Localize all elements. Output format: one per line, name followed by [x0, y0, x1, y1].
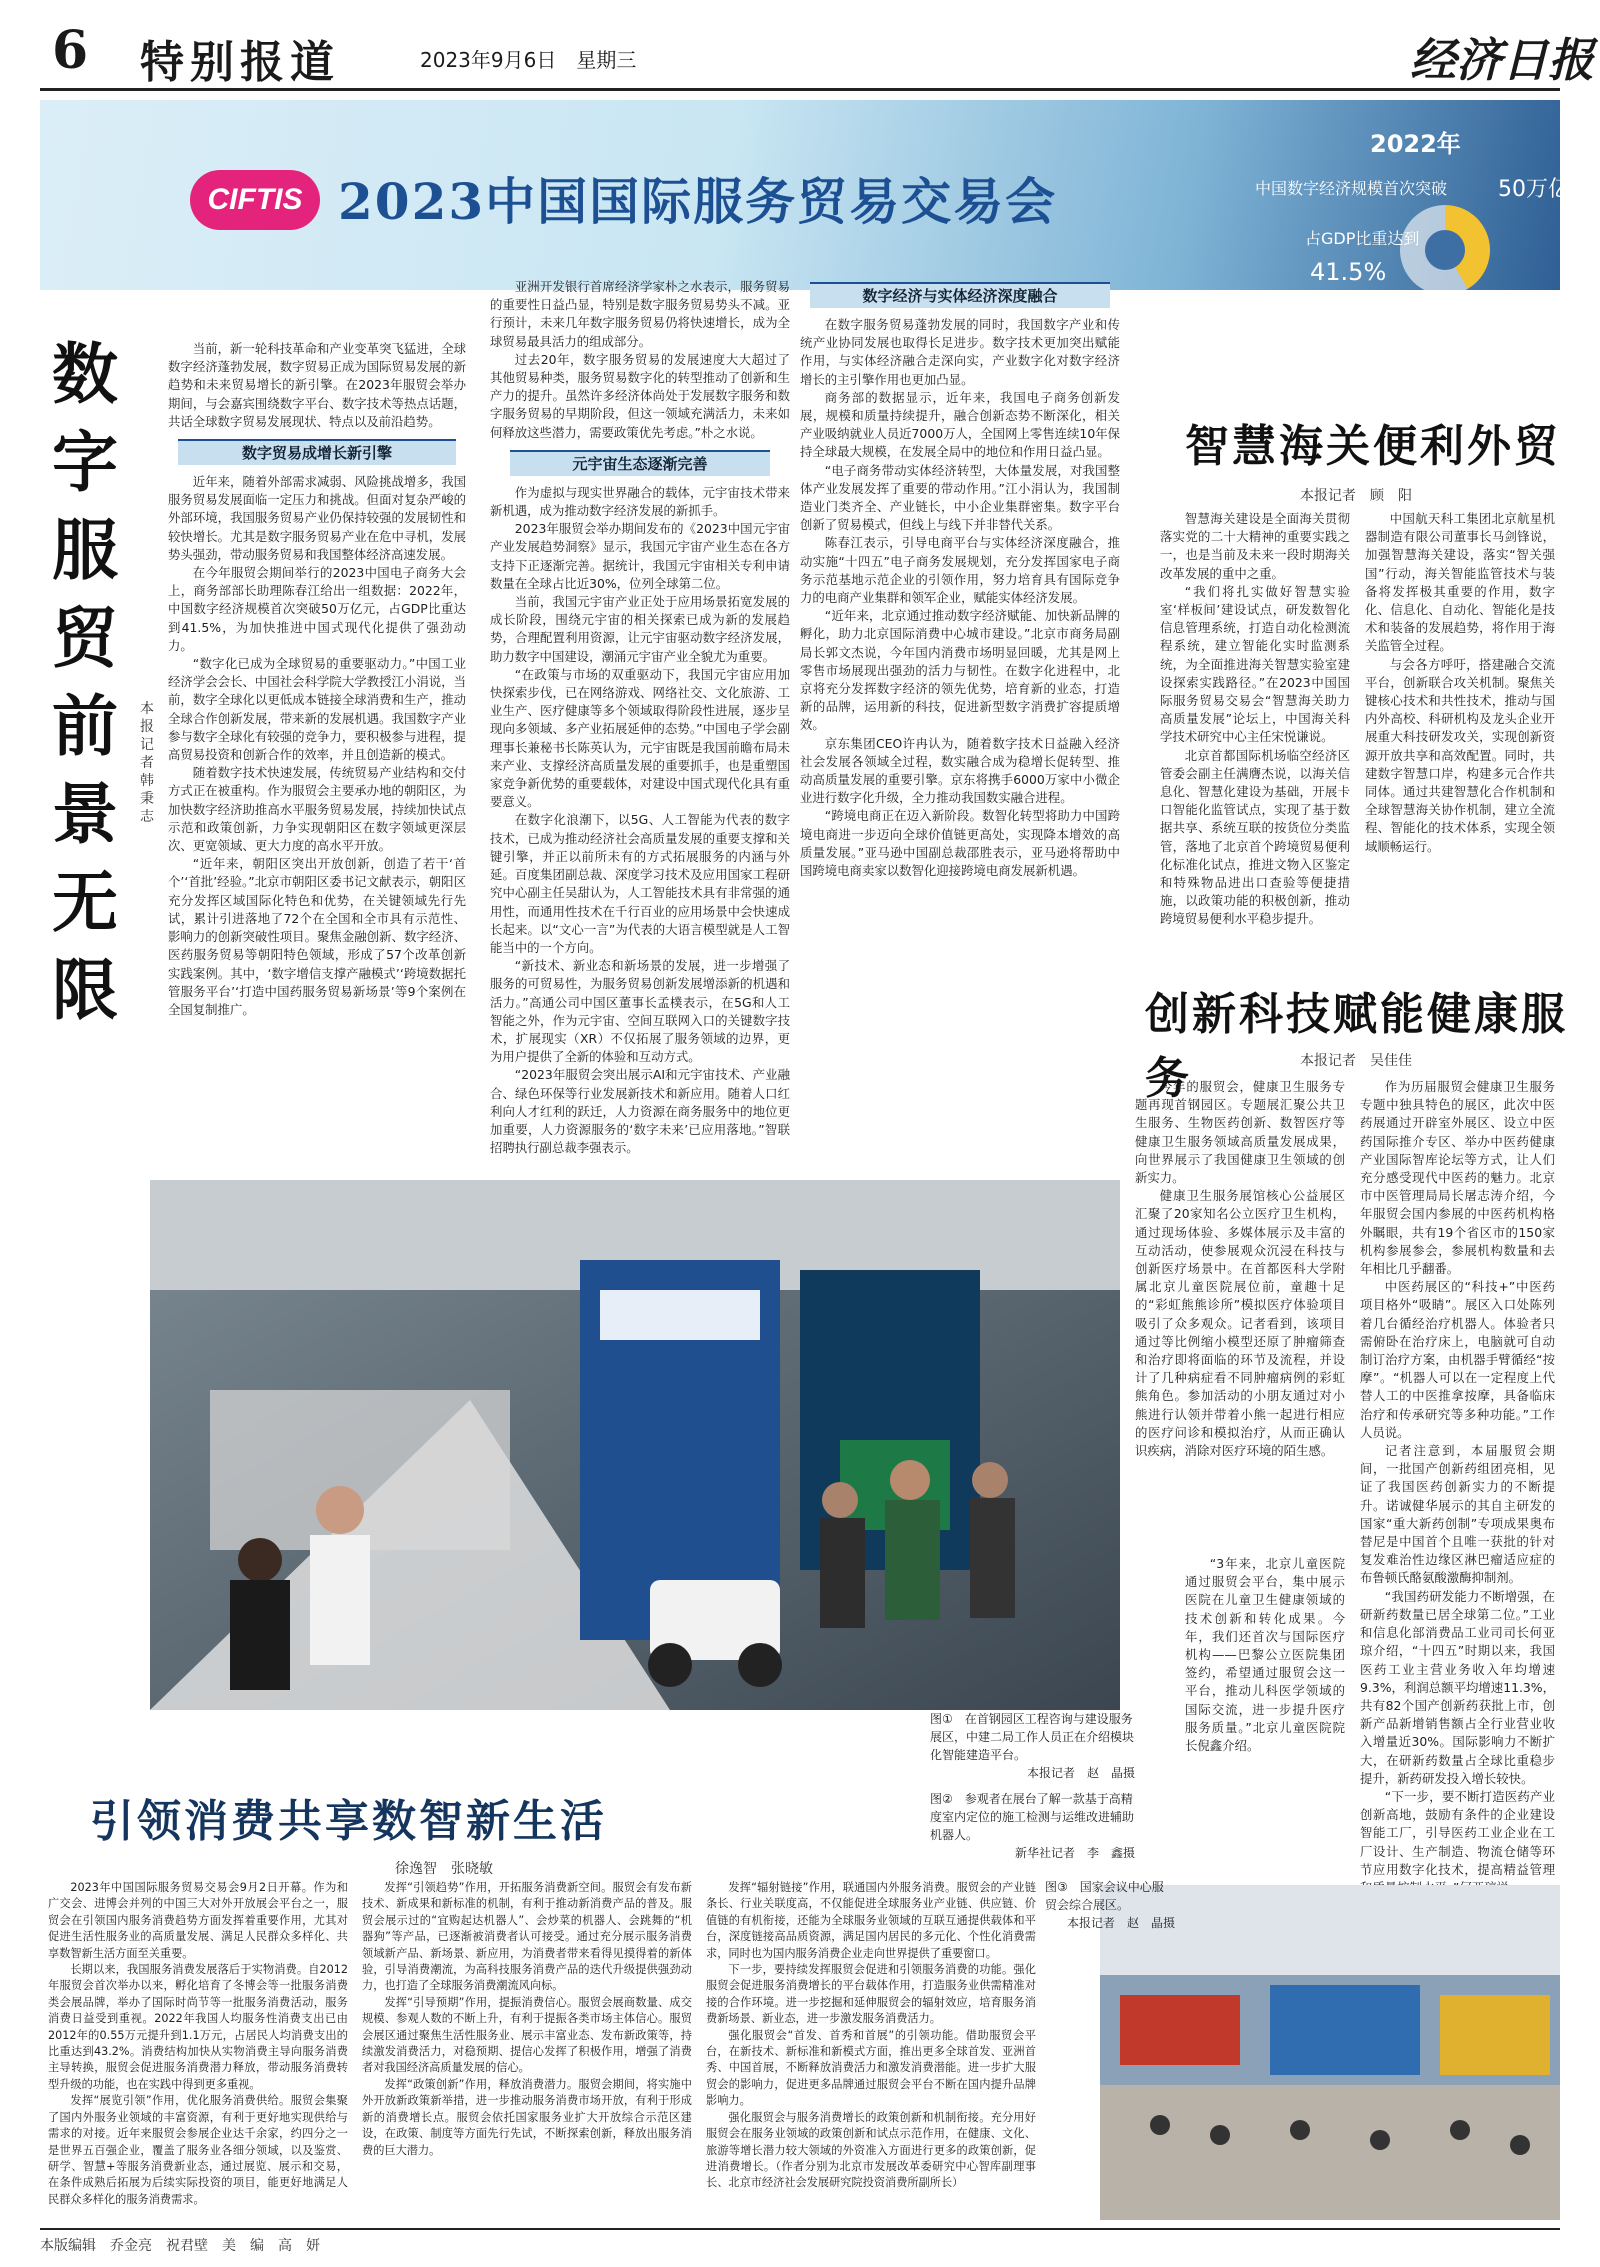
- article4-column-3: [706, 1880, 1036, 2215]
- article4-column-2: [362, 1880, 692, 2215]
- paragraph: 当前，我国元宇宙产业正处于应用场景拓宽发展的成长阶段，围绕元宇宙的相关探索已成为新的发展趋势，合理配置利用资源，让元宇宙驱动数字经济发展，助力数字中国建设，潮涌元宇宙产业全貌尤为重要。: [490, 594, 790, 664]
- paragraph: 作为历届服贸会健康卫生服务专题中独具特色的展区，此次中医药展通过开辟室外展区、设立中医药国际推介专区、举办中医药健康产业国际智库论坛等方式，让人们充分感受现代中医药的魅力。北京市中医管理局局长屠志涛介绍，今年服贸会国内参展的中医药机构格外瞩眼，共有19个省区市的150家机构参展参会，参展机构数量和去年相比几乎翻番。: [1360, 1079, 1555, 1277]
- paragraph: 下一步，要持续发挥服贸会促进和引领服务消费的功能。强化服贸会促进服务消费增长的平台载体作用，打造服务业供需精准对接的合作环境。进一步挖掘和延伸服贸会的辐射效应，培育服务消费新场景、新业态，进一步激发服务消费活力。: [706, 1963, 1036, 2026]
- article3-title: 创新科技赋能健康服务: [1145, 989, 1568, 1104]
- paragraph: “跨境电商正在迈入新阶段。数智化转型将助力中国跨境电商进一步迈向全球价值链更高处，实现降本增效的高质量发展。”亚马逊中国副总裁邵胜表示，亚马逊将帮助中国跨境电商卖家以数智化迎接跨境电商发展新机遇。: [800, 808, 1120, 879]
- photo-exhibition: [150, 1180, 1120, 1710]
- caption-text: 图① 在首钢园区工程咨询与建设服务展区，中建二局工作人员正在介绍模块化智能建造平台。: [930, 1712, 1135, 1762]
- paragraph: 发挥“政策创新”作用，释放消费潜力。服贸会期间，将实施中外开放新政策新举措，进一步推动服务消费市场开放，有利于形成新的消费增长点。服贸会依托国家服务业扩大开放综合示范区建设，在政策、制度等方面先行先试，不断探索创新，释放出服务消费的巨大潜力。: [362, 2077, 692, 2157]
- article1-title: 数字服贸前景无限: [52, 335, 118, 1029]
- article1-column-2: [490, 278, 790, 1156]
- paragraph: 今年的服贸会，健康卫生服务专题再现首钢园区。专题展汇聚公共卫生服务、生物医药创新、数智医疗等健康卫生服务领域高质量发展成果，向世界展示了我国健康卫生领域的创新实力。: [1135, 1079, 1345, 1186]
- caption-text: 图③ 国家会议中心服贸会综合展区。: [1045, 1880, 1164, 1912]
- header-rule: [40, 88, 1560, 91]
- article2-byline: 本报记者 顾 阳: [1300, 488, 1412, 504]
- newspaper-masthead: 经济日报: [1410, 33, 1594, 87]
- paragraph: 强化服贸会与服务消费增长的政策创新和机制衔接。充分用好服贸会在服务业领域的政策创新和试点示范作用，在健康、文化、旅游等增长潜力较大领域的外资准入方面进行更多的政策创新，促进消费增长。（作者分别为北京市发展改革委研究中心智库副理事长、北京市经济社会发展研究院投资消费所副所长）: [706, 2110, 1036, 2190]
- paragraph: 发挥“引导预期”作用，提振消费信心。服贸会展商数量、成交规模、参观人数的不断上升，有利于提振各类市场主体信心。服贸会展区通过聚焦生活性服务业、展示丰富业态、发布新政策等，持续激发消费活力，对稳预期、提信心发挥了积极作用，增强了消费者对我国经济高质量发展的信心。: [362, 1995, 692, 2075]
- section-title: 特别报道: [140, 37, 340, 88]
- paragraph: 长期以来，我国服务消费发展落后于实物消费。自2012年服贸会首次举办以来，孵化培育了冬博会等一批服务消费类会展品牌，举办了国际时尚节等一批服务消费活动，服务消费日益受到重视。2022年我国人均服务性消费支出已由2012年的0.55万元提升到1.1万元，占居民人均消费支出的比重达到43.2%。消费结构加快从实物消费主导向服务消费主导转换，服贸会促进服务消费潜力释放，带动服务消费转型升级的功能，也在实践中得到更多重视。: [48, 1963, 348, 2091]
- paragraph: 在今年服贸会期间举行的2023中国电子商务大会上，商务部部长助理陈春江给出一组数据：2022年，中国数字经济规模首次突破50万亿元，占GDP比重达到41.5%，为加快推进中国式现代化提供了强劲动力。: [168, 565, 466, 653]
- stat-value-1: 50万亿元: [1498, 177, 1592, 202]
- paragraph: “近年来，朝阳区突出开放创新，创造了若干‘首个’‘首批’经验。”北京市朝阳区委书记文献表示，朝阳区充分发挥区域国际化特色和优势，在关键领域先行先试，累计引进落地了72个在全国和全市具有示范性、影响力的创新突破性项目。聚焦金融创新、数字经济、医药服务贸易等朝阳特色领域，形成了57个改革创新实践案例。其中，‘数字增信支撑产融模式’‘跨境数据托管服务平台’‘打造中国药服务贸易新场景’等9个案例在全国复制推广。: [168, 856, 466, 1017]
- photo-caption-1: [930, 1710, 1135, 1782]
- paragraph: 作为虚拟与现实世界融合的载体，元宇宙技术带来新机遇，成为推动数字经济发展的新抓手。: [490, 484, 790, 519]
- article1-subhead-3: 数字经济与实体经济深度融合: [810, 282, 1110, 308]
- photo-convention-center: [1100, 1885, 1560, 2220]
- paragraph: 健康卫生服务展馆核心公益展区汇聚了20家知名公立医疗卫生机构，通过现场体验、多媒体展示及丰富的互动活动，使参展观众沉浸在科技与创新医疗场景中。在首都医科大学附属北京儿童医院展位前，童趣十足的“彩虹熊熊诊所”模拟医疗体验项目吸引了众多观众。记者看到，该项目通过等比例缩小模型还原了肿瘤筛查和治疗即将面临的环节及流程，并设计了几种病症看不同肿瘤病例的彩虹熊角色。参加活动的小朋友通过对小熊进行认领并带着小熊一起进行相应的医疗问诊和模拟治疗，从而正确认识疾病，消除对医疗环境的陌生感。: [1135, 1188, 1345, 1459]
- paragraph: 过去20年，数字服务贸易的发展速度大大超过了其他贸易种类，服务贸易数字化的转型推动了创新和生产力的提升。虽然许多经济体尚处于发展数字服务和数字服务贸易的早期阶段，但这一领域充满活力，未来如何释放这些潜力，需要政策优先考虑。”朴之水说。: [490, 351, 790, 440]
- paragraph: 发挥“辐射链接”作用，联通国内外服务消费。服贸会的产业链条长、行业关联度高，不仅能促进全球服务业产业链、供应链、价值链的有机衔接，还能为全球服务业领域的互联互通提供载体和平台，深度链接高品质资源，满足国内居民的多元化、个性化消费需求，同时也为国内服务消费企业走向世界提供了重要窗口。: [706, 1881, 1036, 1960]
- article3-byline: 本报记者 吴佳佳: [1300, 1053, 1412, 1069]
- article4-title: 引领消费共享数智新生活: [90, 1796, 607, 1847]
- article4-byline: 徐逸智 张晓敏: [395, 1861, 493, 1877]
- article1-byline: 本报记者 韩秉志: [140, 701, 168, 825]
- stat-label-1: 中国数字经济规模首次突破: [1255, 179, 1448, 198]
- paragraph: 2023年中国国际服务贸易交易会9月2日开幕。作为和广交会、进博会并列的中国三大对外开放展会平台之一，服贸会在引领国内服务消费趋势方面发挥着重要作用，尤其对促进生活性服务业的高质量发展、满足人民群众多样化、共享数智新生活方面至关重要。: [48, 1881, 348, 1960]
- paragraph: 随着数字技术快速发展，传统贸易产业结构和交付方式正在被重构。作为服贸会主要承办地的朝阳区，为加快数字经济助推高水平服务贸易发展，持续加快试点示范和政策创新，力争实现朝阳区在数字领域更深层次、更宽领域、更大力度的高水平开放。: [168, 765, 466, 854]
- ciftis-logo: CIFTIS: [190, 170, 320, 230]
- article1-subhead-1: 数字贸易成增长新引擎: [178, 439, 456, 465]
- footer-rule: [40, 2228, 1560, 2230]
- paragraph: 在数字化浪潮下，以5G、人工智能为代表的数字技术，已成为推动经济社会高质量发展的重要支撑和关键引擎，并正以前所未有的方式拓展服务的内涵与外延。百度集团副总裁、深度学习技术及应用国家工程研究中心副主任吴甜认为，人工智能技术具有非常强的通用性，而通用性技术在千行百业的应用场景中会快速成长起来。以“文心一言”为代表的大语言模型就是人工智能当中的一个方向。: [490, 812, 790, 955]
- paragraph: “我们将扎实做好智慧实验室‘样板间’建设试点，研发数智化信息管理系统，打造自动化检测流程系统，建立智能化实时监测系统，为全面推进海关智慧实验室建设探索实践路径。”在2023中国国际服务贸易交易会“智慧海关助力高质量发展”论坛上，中国海关科学技术研究中心主任宋悦谦说。: [1160, 583, 1350, 745]
- issue-date: 2023年9月6日 星期三: [420, 48, 637, 72]
- paragraph: 2023年服贸会举办期间发布的《2023中国元宇宙产业发展趋势洞察》显示，我国元宇宙产业生态在各方支持下正逐渐完善。据统计，我国元宇宙相关专利申请数量在全球占比近30%，位列全球第二位。: [490, 521, 790, 591]
- photo-credit: 新华社记者 李 鑫摄: [1014, 1846, 1135, 1860]
- paragraph: 亚洲开发银行首席经济学家朴之水表示，服务贸易的重要性日益凸显，特别是数字服务贸易势头不减。亚行预计，未来几年数字服务贸易仍将快速增长，成为全球贸易最具活力的组成部分。: [490, 279, 790, 349]
- article1-intro: 当前，新一轮科技革命和产业变革突飞猛进，全球数字经济蓬勃发展，数字贸易正成为国际贸易发展的新趋势和未来贸易增长的新引擎。在2023年服贸会举办期间，与会嘉宾围绕数字平台、数字技术等热点话题，共话全球数字贸易发展现状、特点以及前沿趋势。: [168, 341, 466, 429]
- paragraph: 强化服贸会“首发、首秀和首展”的引领功能。借助服贸会平台，在新技术、新标准和新模式方面，推出更多全球首发、亚洲首秀、中国首展，不断释放消费活力和激发消费潜能。进一步扩大服贸会的影响力，促进更多品牌通过服贸会平台不断在国内提升品牌影响力。: [706, 2028, 1036, 2108]
- stat-label-2: 占GDP比重达到: [1305, 229, 1420, 248]
- paragraph: 中国航天科工集团北京航星机器制造有限公司董事长马剑锋说，加强智慧海关建设，落实“智关强国”行动，海关智能监管技术与装备将发挥极其重要的作用，数字化、信息化、自动化、智能化是技术和装备的发展趋势，将作用于海关监管全过程。: [1365, 511, 1555, 654]
- article4-column-1: [48, 1880, 348, 2215]
- caption-text: 图② 参观者在展台了解一款基于高精度室内定位的施工检测与运维改进辅助机器人。: [930, 1792, 1135, 1842]
- paragraph: 发挥“引领趋势”作用，开拓服务消费新空间。服贸会有发布新技术、新成果和新标准的机制，有利于推动新消费产品的普及。服贸会展示过的“宜购起达机器人”、会炒菜的机器人、会跳舞的“机器狗”等产品，已逐渐被消费者认可接受。通过充分展示服务消费领域新产品、新场景、新应用，为消费者带来看得见摸得着的新体验，引导消费潮流，为高科技服务消费产品的迭代升级提供强劲动力，也打造了全球服务消费潮流风向标。: [362, 1881, 692, 1993]
- paragraph: 近年来，随着外部需求减弱、风险挑战增多，我国服务贸易发展面临一定压力和挑战。但面对复杂严峻的外部环境，我国服务贸易产业仍保持较强的发展韧性和较快增长。尤其是数字服务贸易产业在危中寻机，发展势头强劲，带动服务贸易和我国整体经济高速发展。: [168, 474, 466, 562]
- paragraph: 北京首都国际机场临空经济区管委会副主任满膺杰说，以海关信息化、智慧化建设为基础，开展卡口智能化监管试点，实现了基于数据共享、系统互联的按货位分类监管，落地了北京首个跨境贸易便利化标准化试点，推进文物入区鉴定和特殊物品进出口查验等便捷措施，以政策功能的积极创新，推动跨境贸易便利水平稳步提升。: [1160, 747, 1350, 927]
- paragraph: “数字化已成为全球贸易的重要驱动力。”中国工业经济学会会长、中国社会科学院大学教授江小涓说，当前，数字全球化以更低成本链接全球消费和生产，推动全球合作创新发展，带来新的发展机遇。我国数字产业参与数字全球化有较强的竞争力，要积极参与进程，提高贸易投资和创新合作的效率，并且创造新的模式。: [168, 656, 466, 763]
- page-number: 6: [52, 20, 89, 81]
- article3-column-2: [1360, 1078, 1555, 1878]
- editor-credits: 本版编辑 乔金亮 祝君壁 美 编 高 妍: [40, 2238, 320, 2254]
- photo-credit: 本报记者 赵 晶摄: [1066, 1916, 1175, 1930]
- article3-column-3: [1185, 1555, 1345, 1875]
- paragraph: 京东集团CEO许冉认为，随着数字技术日益融入经济社会发展各领域全过程，数实融合成为稳增长促转型、推动高质量发展的重要引擎。京东将携手6000万家中小微企业进行数字化升级，全力推动我国数实融合进程。: [800, 735, 1120, 806]
- donut-center: [1425, 230, 1465, 270]
- article1-subhead-2: 元宇宙生态逐渐完善: [510, 450, 770, 476]
- article2-column-1: [1160, 510, 1350, 925]
- article2-column-2: [1365, 510, 1555, 925]
- article3-column-1: [1135, 1078, 1345, 1548]
- paragraph: 智慧海关建设是全面海关贯彻落实党的二十大精神的重要实践之一，也是当前及未来一段时期海关改革发展的重中之重。: [1160, 511, 1350, 581]
- paragraph: 发挥“展览引领”作用，优化服务消费供给。服贸会集聚了国内外服务业领域的丰富资源，有利于更好地实现供给与需求的对接。近年来服贸会参展企业达千余家，约四分之一是世界五百强企业，覆盖了服务业各细分领域，以及鉴赏、研学、智慧+等服务消费新业态，通过展览、展示和交易，在条件成熟后拓展为后续实际投资的项目，能更好地满足人民群众多样化的服务消费需求。: [48, 2094, 348, 2206]
- photo-caption-3: [1045, 1878, 1175, 1932]
- paragraph: “电子商务带动实体经济转型，大体量发展，对我国整体产业发展发挥了重要的带动作用。”江小涓认为，我国制造业门类齐全、产业链长，中小企业集群密集。数字平台创新了贸易模式，但线上与线下并非替代关系。: [800, 462, 1120, 533]
- paragraph: 在数字服务贸易蓬勃发展的同时，我国数字产业和传统产业协同发展也取得长足进步。数字技术更加突出赋能作用，与实体经济融合走深向实，产业数字化对数字经济增长的主引擎作用也更加凸显。: [800, 317, 1120, 387]
- paragraph: “下一步，要不断打造医药产业创新高地，鼓励有条件的企业建设智能工厂，引导医药工业企业在工厂设计、生产制造、物流仓储等环节应用数字化技术，提高精益管理: [1360, 1788, 1555, 1877]
- stat-year: 2022年: [1370, 130, 1461, 158]
- paragraph: 记者注意到，本届服贸会期间，一批国产创新药组团亮相，见证了我国医药创新实力的不断提升。诺诚健华展示的其自主研发的国家“重大新药创制”专项成果奥布替尼是中国首个且唯一获批的针对复发难治性边缘区淋巴瘤适应症的布鲁顿氏酪氨酸激酶抑制剂。: [1360, 1443, 1555, 1586]
- photo-caption-2: [930, 1790, 1135, 1862]
- paragraph: 中医药展区的“科技+”中医药项目格外“吸睛”。展区入口处陈列着几台循经治疗机器人。体验者只需俯卧在治疗床上，电脑就可自动制订治疗方案，由机器手臂循经“按摩”。“机器人可以在一定程度上代替人工的中医推拿按摩，具备临床治疗和传承研究等多种功能。”工作人员说。: [1360, 1279, 1555, 1440]
- paragraph: “我国药研发能力不断增强，在研新药数量已居全球第二位。”工业和信息化部消费品工业司司长何亚琼介绍，“十四五”时期以来，我国医药工业主营业务收入年均增速9.3%，利润总额平均增速11.3%，共有82个国产创新药获批上市，创新产品新增销售额占全行业营业收入增量近30%。国际影响力不断扩大，在研新药数量占全球比重稳步提升，新药研发投入增长较快。: [1360, 1588, 1555, 1786]
- article2-title: 智慧海关便利外贸: [1185, 421, 1561, 472]
- photo-credit: 本报记者 赵 晶摄: [1026, 1766, 1135, 1780]
- paragraph: 商务部的数据显示，近年来，我国电子商务创新发展，规模和质量持续提升，融合创新态势不断深化，相关产业吸纳就业人员近7000万人，全国网上零售连续10年保持全球最大规模，在发展全局中的地位和作用日益凸显。: [800, 389, 1120, 460]
- article1-column-1: [168, 340, 466, 1170]
- article1-column-3: [800, 278, 1120, 879]
- banner-title: 2023中国国际服务贸易交易会: [338, 172, 1058, 231]
- paragraph: “2023年服贸会突出展示AI和元宇宙技术、产业融合、绿色环保等行业发展新技术和新应用。随着人口红利向人才红利的跃迁，人力资源在商务服务中的地位更加重要，人力资源服务的‘数字未来’已应用落地。”智联招聘执行副总裁李强表示。: [490, 1067, 790, 1156]
- paragraph: 与会各方呼吁，搭建融合交流平台，创新联合攻关机制。聚焦关键核心技术和共性技术，推动与国内外高校、科研机构及龙头企业开展重大科技研发攻关，实现创新资源开放共享和高效配置。同时，共建数字智慧口岸，构建多元合作共同体。通过共建智慧化合作机制和全球智慧海关协作机制，建立全流程、智能化的技术体系，实现全领域顺畅运行。: [1365, 656, 1555, 854]
- paragraph: “3年来，北京儿童医院通过服贸会平台，集中展示医院在儿童卫生健康领域的技术创新和转化成果。今年，我们还首次与国际医疗机构——巴黎公立医院集团签约，希望通过服贸会这一平台，推动儿科医学领域的国际交流，进一步提升医疗服务质量。”北京儿童医院院长倪鑫介绍。: [1185, 1556, 1345, 1754]
- stat-value-2: 41.5%: [1310, 258, 1387, 286]
- paragraph: “新技术、新业态和新场景的发展，进一步增强了服务的可贸易性，为服务贸易创新发展增添新的机遇和活力。”高通公司中国区董事长孟樸表示，在5G和人工智能之外，作为元宇宙、空间互联网入口的关键数字技术，扩展现实（XR）不仅拓展了服务领域的边界，更为用户提供了全新的体验和互动方式。: [490, 958, 790, 1065]
- paragraph: 陈春江表示，引导电商平台与实体经济深度融合，推动实施“十四五”电子商务发展规划，充分发挥国家电子商务示范基地示范企业的引领作用，努力培育具有国际竞争力的电商产业集群和领军企业，赋能实体经济发展。: [800, 535, 1120, 606]
- paragraph: “在政策与市场的双重驱动下，我国元宇宙应用加快探索步伐，已在网络游戏、网络社交、文化旅游、工业生产、医疗健康等多个领域取得阶段性进展，逐步呈现向多领域、多产业拓展延伸的态势。”中国电子学会副理事长兼秘书长陈英认为，元宇宙既是我国前瞻布局未来产业、支撑经济高质量发展的重要抓手，也是重塑国家竞争新优势的重要载体，对建设中国式现代化具有重要意义。: [490, 666, 790, 810]
- paragraph: “近年来，北京通过推动数字经济赋能、加快新品牌的孵化，助力北京国际消费中心城市建设。”北京市商务局副局长郭文杰说，今年国内消费市场明显回暖，尤其是网上零售市场展现出强劲的活力与韧性。在数字化进程中，北京将充分发挥数字经济的领先优势，培育新的业态，打造新的品牌，运用新的科技，促进新型数字消费扩容提质增效。: [800, 608, 1120, 733]
